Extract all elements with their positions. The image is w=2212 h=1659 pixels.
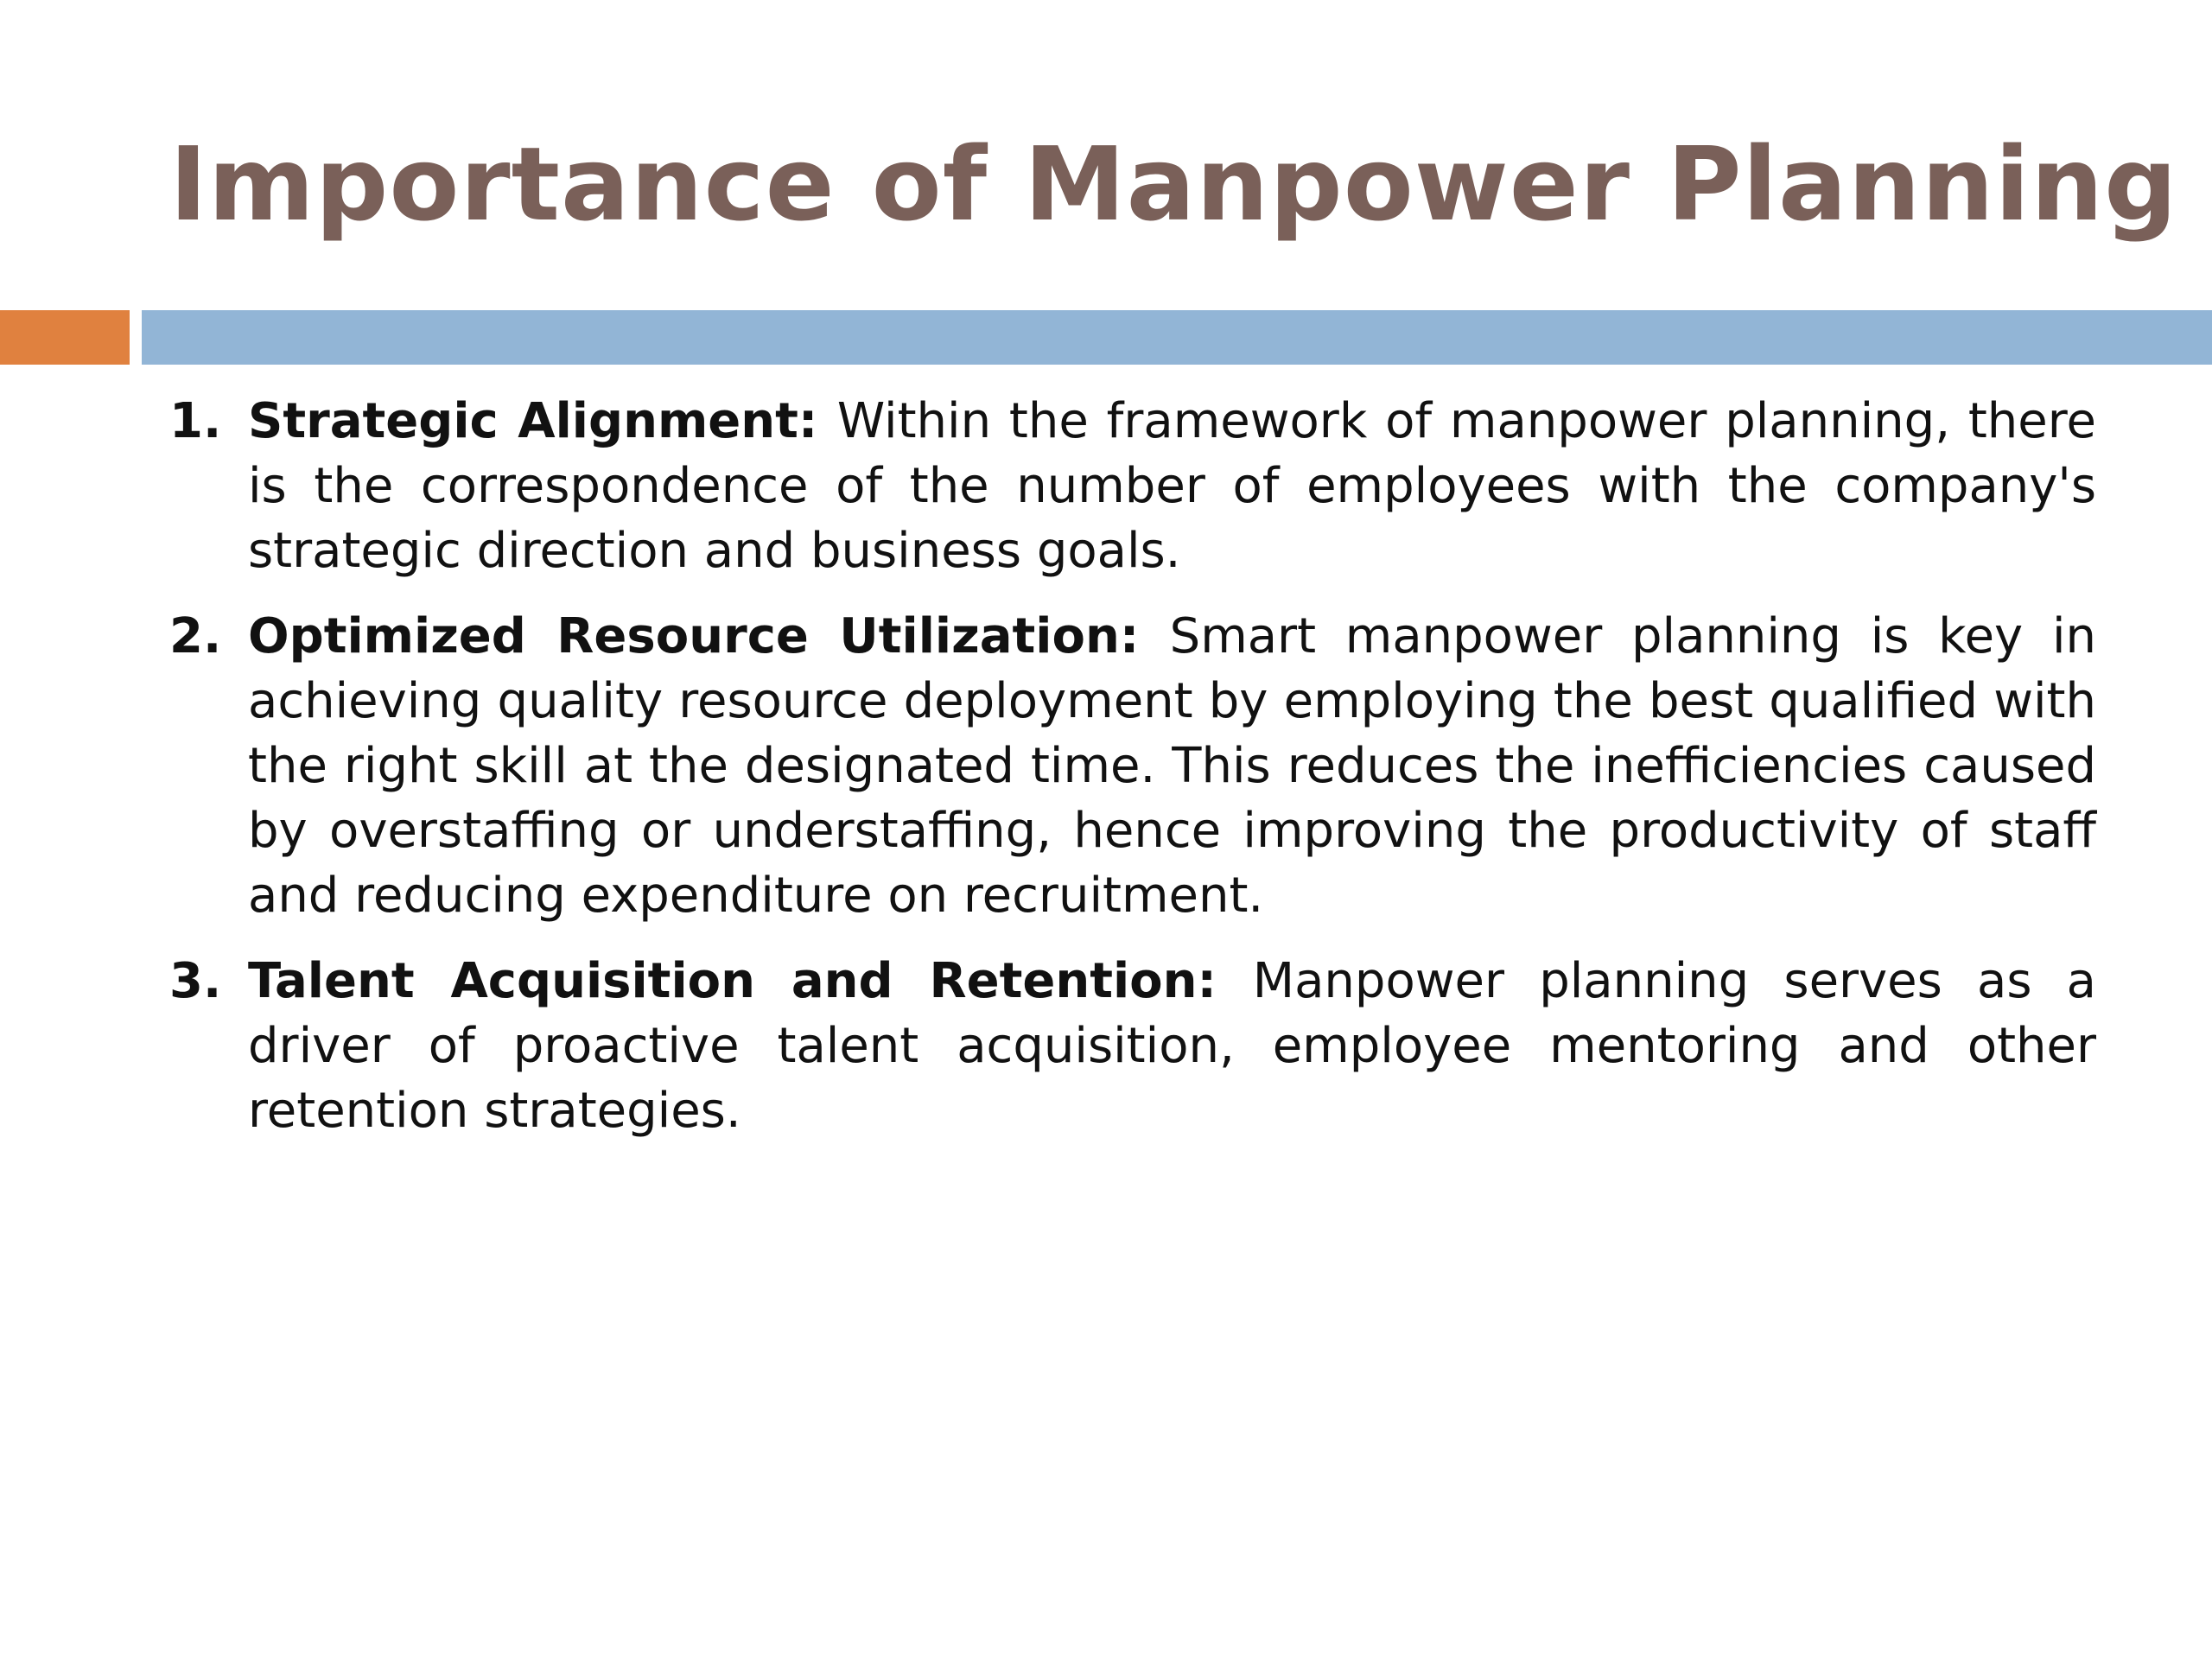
point-text: Manpower planning serves as a driver of proactive talent acquisition, employee mentoring and other retention strategies. bbox=[248, 953, 2096, 1139]
point-list bbox=[169, 389, 2096, 1164]
point-number: 3. bbox=[169, 953, 222, 1009]
point-text: Within the framework of manpower planning, there is the correspondence of the number of employees with the company's strategic direction and business goals. bbox=[248, 393, 2096, 579]
point-strategic-alignment bbox=[169, 389, 2096, 583]
slide-title: Importance of Manpower Planning bbox=[169, 124, 2178, 244]
point-heading: Talent Acquisition and Retention: bbox=[248, 953, 1253, 1009]
point-optimized-resource-utilization bbox=[169, 604, 2096, 928]
accent-bar-blue bbox=[142, 310, 2212, 365]
point-heading: Strategic Alignment: bbox=[248, 393, 837, 449]
point-talent-acquisition-retention bbox=[169, 949, 2096, 1143]
point-text: Smart manpower planning is key in achieving quality resource deployment by employing the best qualified with the right skill at the designated time. This reduces the inefficiencies caused by overstaffing or understaffing, hence improving the productivity of staff and reducing expenditure on recruitment. bbox=[248, 608, 2096, 924]
point-number: 2. bbox=[169, 608, 222, 664]
point-number: 1. bbox=[169, 393, 222, 449]
point-heading: Optimized Resource Utilization: bbox=[248, 608, 1170, 664]
accent-bar-orange bbox=[0, 310, 130, 365]
